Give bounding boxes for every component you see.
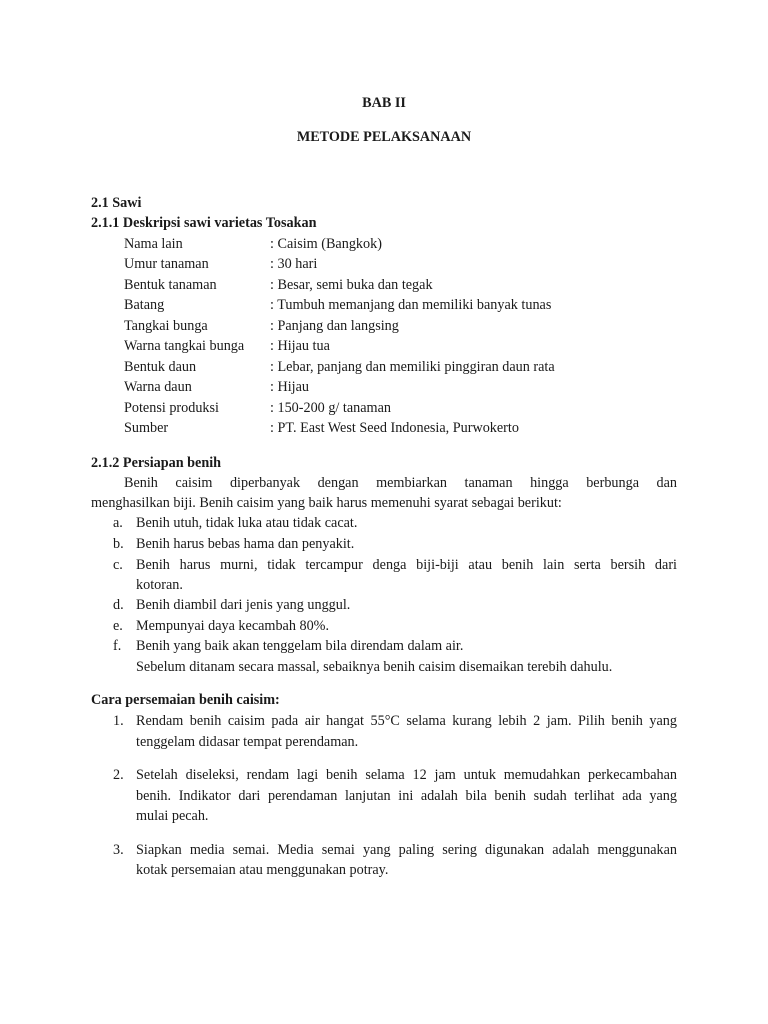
step-line: tenggelam didasar tempat perendaman. <box>136 734 359 750</box>
table-row-label: Sumber <box>124 420 169 436</box>
table-row-label: Warna tangkai bunga <box>124 338 245 354</box>
list-marker: a. <box>113 515 123 531</box>
step-line: mulai pecah. <box>136 808 209 824</box>
table-row-label: Bentuk daun <box>124 359 197 375</box>
table-row-value: : Lebar, panjang dan memiliki pinggiran daun rata <box>270 359 555 375</box>
section-heading-2-1-2: 2.1.2 Persiapan benih <box>91 455 222 471</box>
step-line: kotak persemaian atau menggunakan potray. <box>136 862 389 878</box>
step-line: Setelah diseleksi, rendam lagi benih selama 12 jam untuk memudahkan perkecambahan <box>136 767 677 783</box>
step-marker: 1. <box>113 713 124 729</box>
table-row-value: : Besar, semi buka dan tegak <box>270 277 433 293</box>
intro-paragraph-line: menghasilkan biji. Benih caisim yang baik harus memenuhi syarat sebagai berikut: <box>91 495 562 511</box>
table-row-value: : 30 hari <box>270 256 318 272</box>
list-marker: f. <box>113 638 122 654</box>
list-marker: b. <box>113 536 124 552</box>
table-row-label: Nama lain <box>124 236 183 252</box>
intro-paragraph-line: Benih caisim diperbanyak dengan membiarkan tanaman hingga berbunga dan <box>124 475 677 491</box>
table-row-value: : Panjang dan langsing <box>270 318 399 334</box>
chapter-heading: BAB II <box>362 95 406 111</box>
list-item: Benih harus bebas hama dan penyakit. <box>136 536 355 552</box>
closing-sentence: Sebelum ditanam secara massal, sebaiknya benih caisim disemaikan terebih dahulu. <box>136 659 613 675</box>
table-row-label: Bentuk tanaman <box>124 277 217 293</box>
table-row-value: : Tumbuh memanjang dan memiliki banyak tunas <box>270 297 552 313</box>
table-row-value: : Caisim (Bangkok) <box>270 236 382 252</box>
table-row-label: Potensi produksi <box>124 400 219 416</box>
table-row-label: Tangkai bunga <box>124 318 208 334</box>
section-heading-2-1-1: 2.1.1 Deskripsi sawi varietas Tosakan <box>91 215 317 231</box>
table-row-value: : 150-200 g/ tanaman <box>270 400 391 416</box>
section-heading-2-1: 2.1 Sawi <box>91 195 142 211</box>
table-row-value: : PT. East West Seed Indonesia, Purwokerto <box>270 420 519 436</box>
step-line: benih. Indikator dari perendaman lanjutan ini adalah bila benih sudah terlihat ada yang <box>136 788 677 804</box>
list-item: Benih yang baik akan tenggelam bila direndam dalam air. <box>136 638 464 654</box>
table-row-label: Umur tanaman <box>124 256 209 272</box>
list-item: Benih harus murni, tidak tercampur denga biji-biji atau benih lain serta bersih dari <box>136 557 677 573</box>
list-item: Mempunyai daya kecambah 80%. <box>136 618 330 634</box>
list-item: Benih utuh, tidak luka atau tidak cacat. <box>136 515 358 531</box>
table-row-value: : Hijau <box>270 379 310 395</box>
table-row-value: : Hijau tua <box>270 338 330 354</box>
table-row-label: Batang <box>124 297 165 313</box>
step-line: Rendam benih caisim pada air hangat 55°C selama kurang lebih 2 jam. Pilih benih yang <box>136 713 677 729</box>
list-item-continuation: kotoran. <box>136 577 183 593</box>
table-row-label: Warna daun <box>124 379 192 395</box>
list-item: Benih diambil dari jenis yang unggul. <box>136 597 351 613</box>
step-marker: 3. <box>113 842 124 858</box>
step-marker: 2. <box>113 767 124 783</box>
chapter-title: METODE PELAKSANAAN <box>296 129 472 145</box>
list-marker: c. <box>113 557 123 573</box>
list-marker: e. <box>113 618 123 634</box>
step-line: Siapkan media semai. Media semai yang paling sering digunakan adalah menggunakan <box>136 842 677 858</box>
list-marker: d. <box>113 597 124 613</box>
cara-heading: Cara persemaian benih caisim: <box>91 692 280 708</box>
